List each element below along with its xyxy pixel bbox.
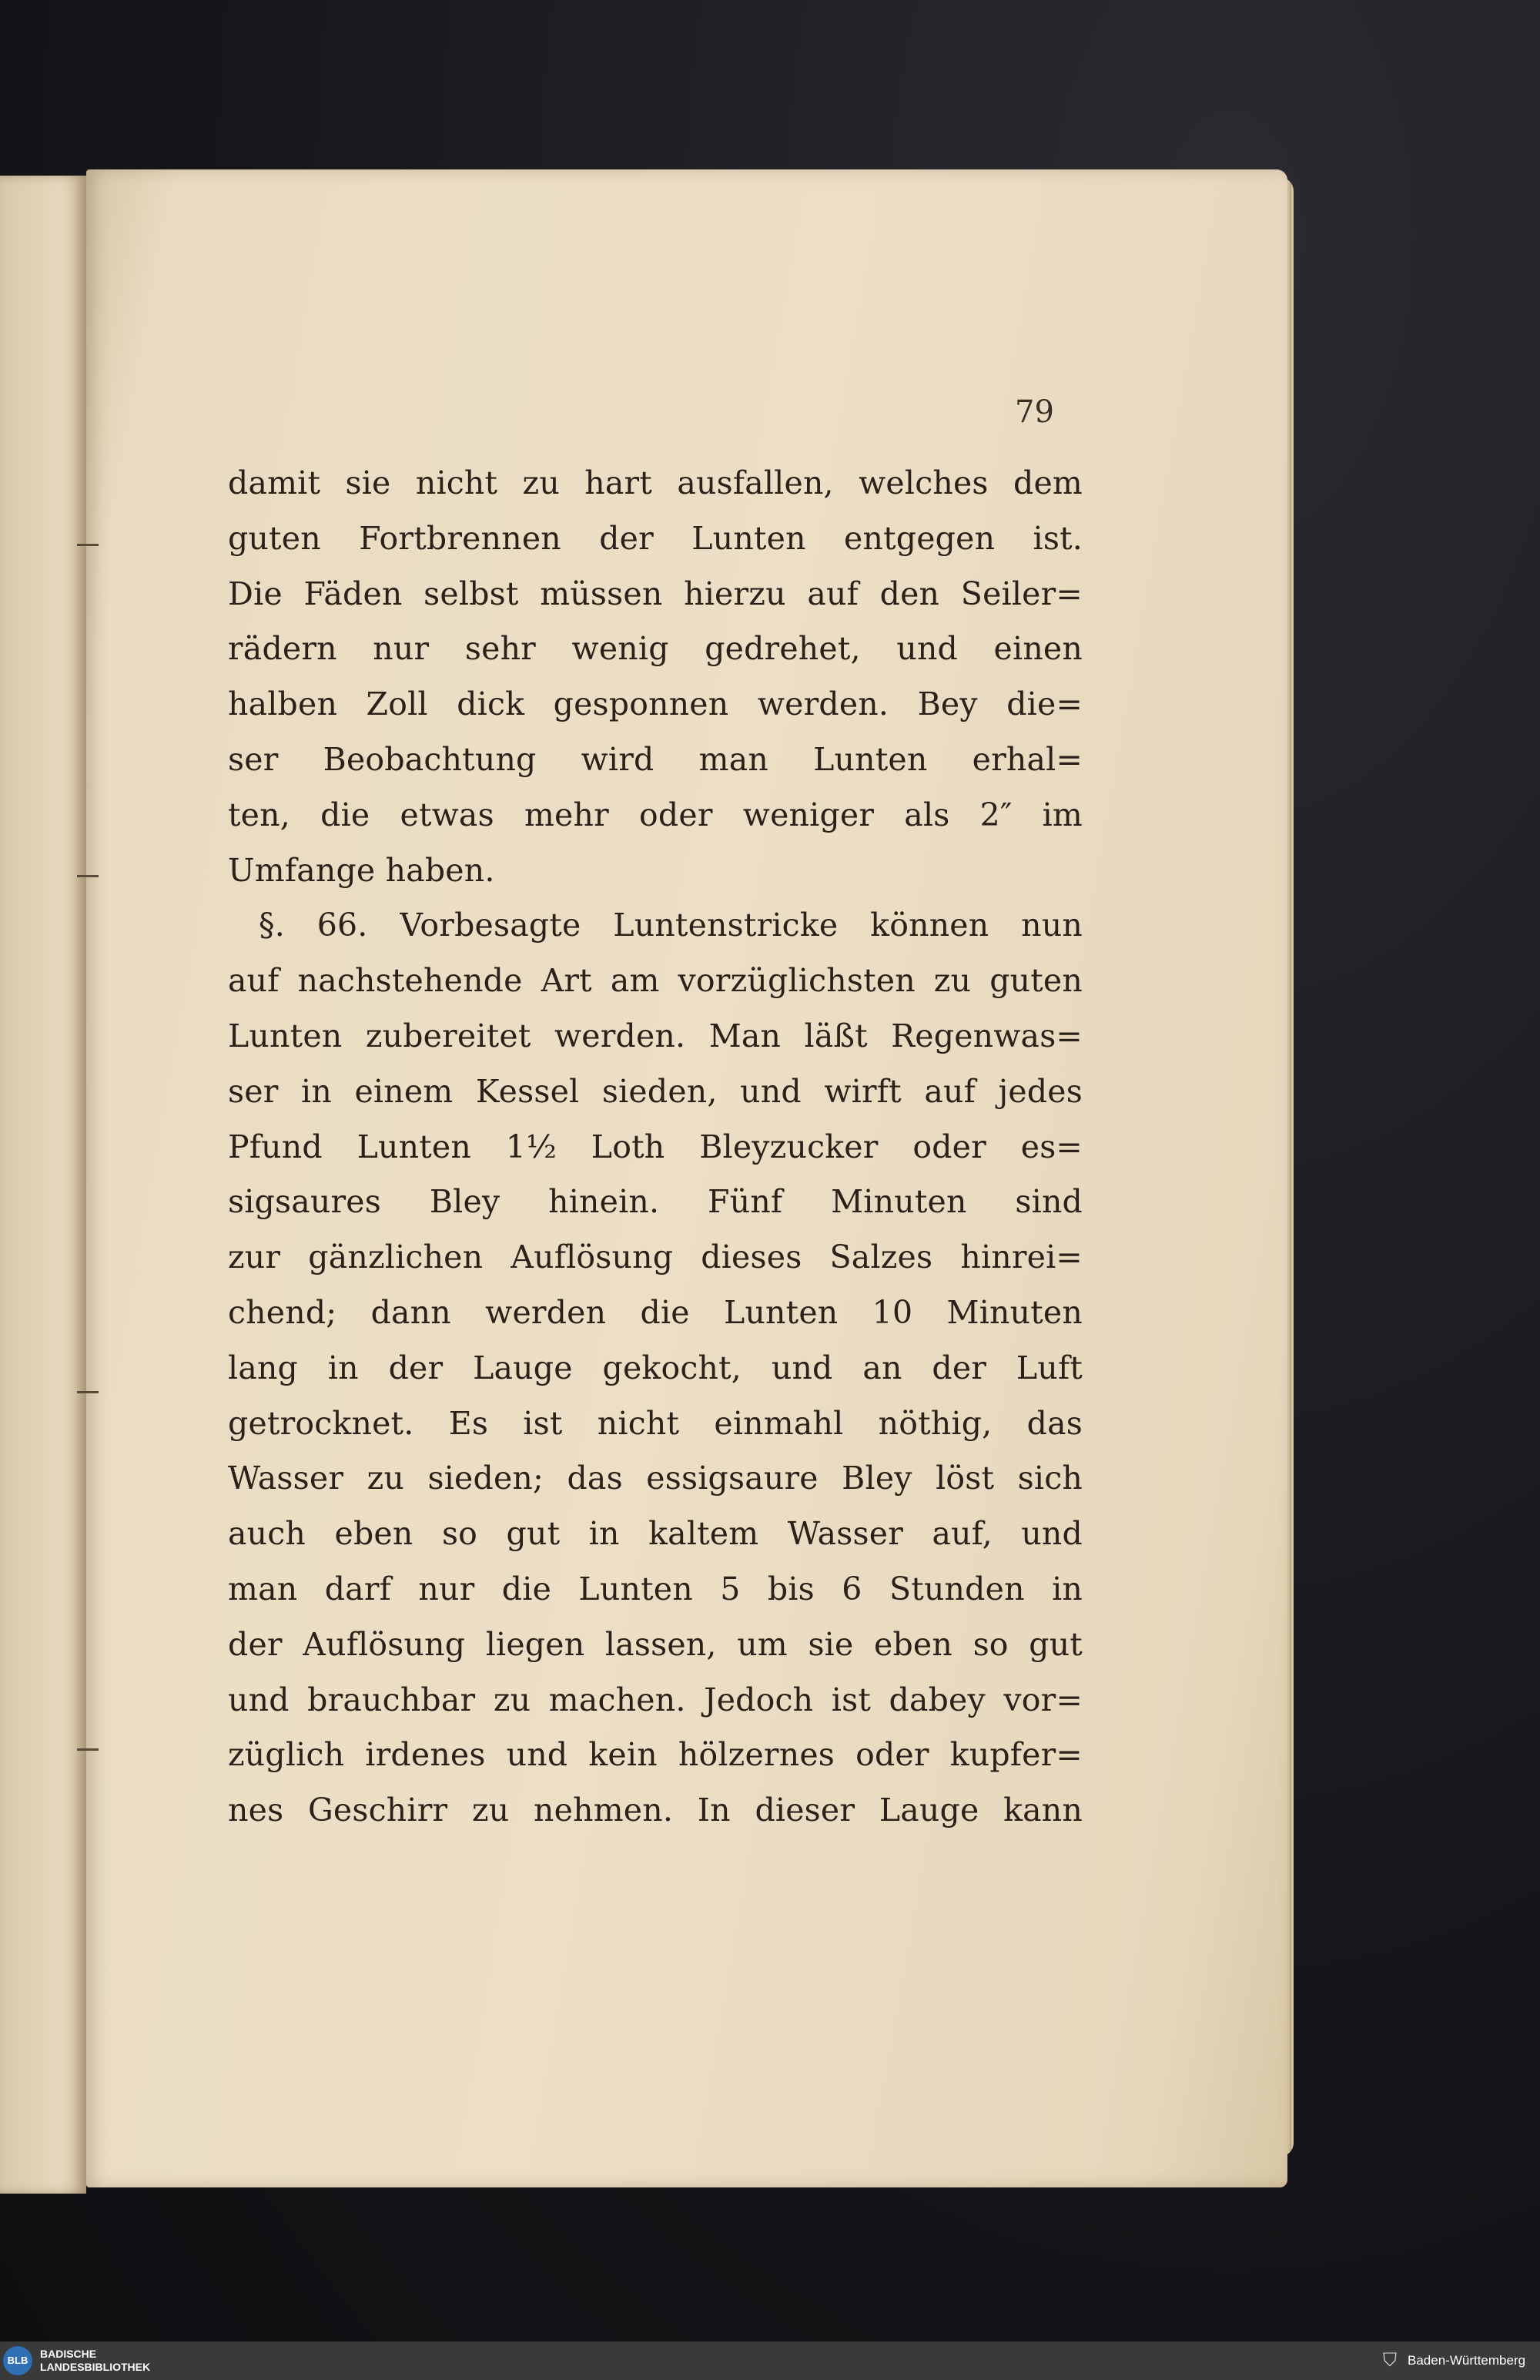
text-line: lang in der Lauge gekocht, und an der Luft <box>228 1349 1083 1386</box>
thread-mark <box>77 1748 99 1751</box>
thread-mark <box>77 1391 99 1393</box>
text-line: man darf nur die Lunten 5 bis 6 Stunden in <box>228 1570 1083 1607</box>
text-line: nes Geschirr zu nehmen. In dieser Lauge kann <box>228 1792 1083 1829</box>
text-line: sigsaures Bley hinein. Fünf Minuten sind <box>228 1183 1083 1221</box>
text-line: Umfange haben. <box>228 851 495 889</box>
text-line: zur gänzlichen Auflösung dieses Salzes hinrei= <box>228 1239 1083 1276</box>
text-line: chend; dann werden die Lunten 10 Minuten <box>228 1293 1083 1331</box>
text-line: rädern nur sehr wenig gedrehet, und einen <box>228 630 1083 668</box>
thread-mark <box>77 544 99 546</box>
footer-bar <box>0 2341 1540 2380</box>
library-name-line: LANDESBIBLIOTHEK <box>40 2361 151 2373</box>
text-line: ser Beobachtung wird man Lunten erhal= <box>228 740 1083 778</box>
text-line: und brauchbar zu machen. Jedoch ist dabey vor= <box>228 1681 1083 1718</box>
blb-logo-icon[interactable]: BLB <box>3 2346 32 2375</box>
text-line: Wasser zu sieden; das essigsaure Bley löst sich <box>228 1460 1083 1497</box>
facing-page-edge <box>0 176 86 2194</box>
coat-of-arms-icon: ⛉ <box>1383 2350 1397 2371</box>
text-line: der Auflösung liegen lassen, um sie eben so gut <box>228 1625 1083 1663</box>
state-label[interactable]: Baden-Württemberg <box>1408 2353 1526 2368</box>
text-line: züglich irdenes und kein hölzernes oder kupfer= <box>228 1736 1083 1774</box>
text-line: getrocknet. Es ist nicht einmahl nöthig, das <box>228 1404 1083 1442</box>
text-line: auch eben so gut in kaltem Wasser auf, und <box>228 1515 1083 1553</box>
body-text <box>228 456 1083 1839</box>
page-number: 79 <box>1015 394 1054 430</box>
library-name[interactable] <box>40 2348 150 2374</box>
text-line: §. 66. Vorbesagte Luntenstricke können nun <box>259 907 1083 944</box>
library-name-line: BADISCHE <box>40 2348 97 2360</box>
text-line: auf nachstehende Art am vorzüglichsten zu guten <box>228 962 1083 1000</box>
text-line: damit sie nicht zu hart ausfallen, welches dem <box>228 464 1083 501</box>
text-line: guten Fortbrennen der Lunten entgegen ist. <box>228 519 1083 557</box>
text-line: Lunten zubereitet werden. Man läßt Regenwas= <box>228 1017 1083 1054</box>
thread-mark <box>77 875 99 877</box>
text-line: Pfund Lunten 1½ Loth Bleyzucker oder es= <box>228 1128 1083 1165</box>
text-line: halben Zoll dick gesponnen werden. Bey die= <box>228 686 1083 723</box>
text-line: ten, die etwas mehr oder weniger als 2″ im <box>228 796 1083 833</box>
text-line: Die Fäden selbst müssen hierzu auf den Seiler= <box>228 575 1083 612</box>
text-line: ser in einem Kessel sieden, und wirft auf jedes <box>228 1072 1083 1110</box>
